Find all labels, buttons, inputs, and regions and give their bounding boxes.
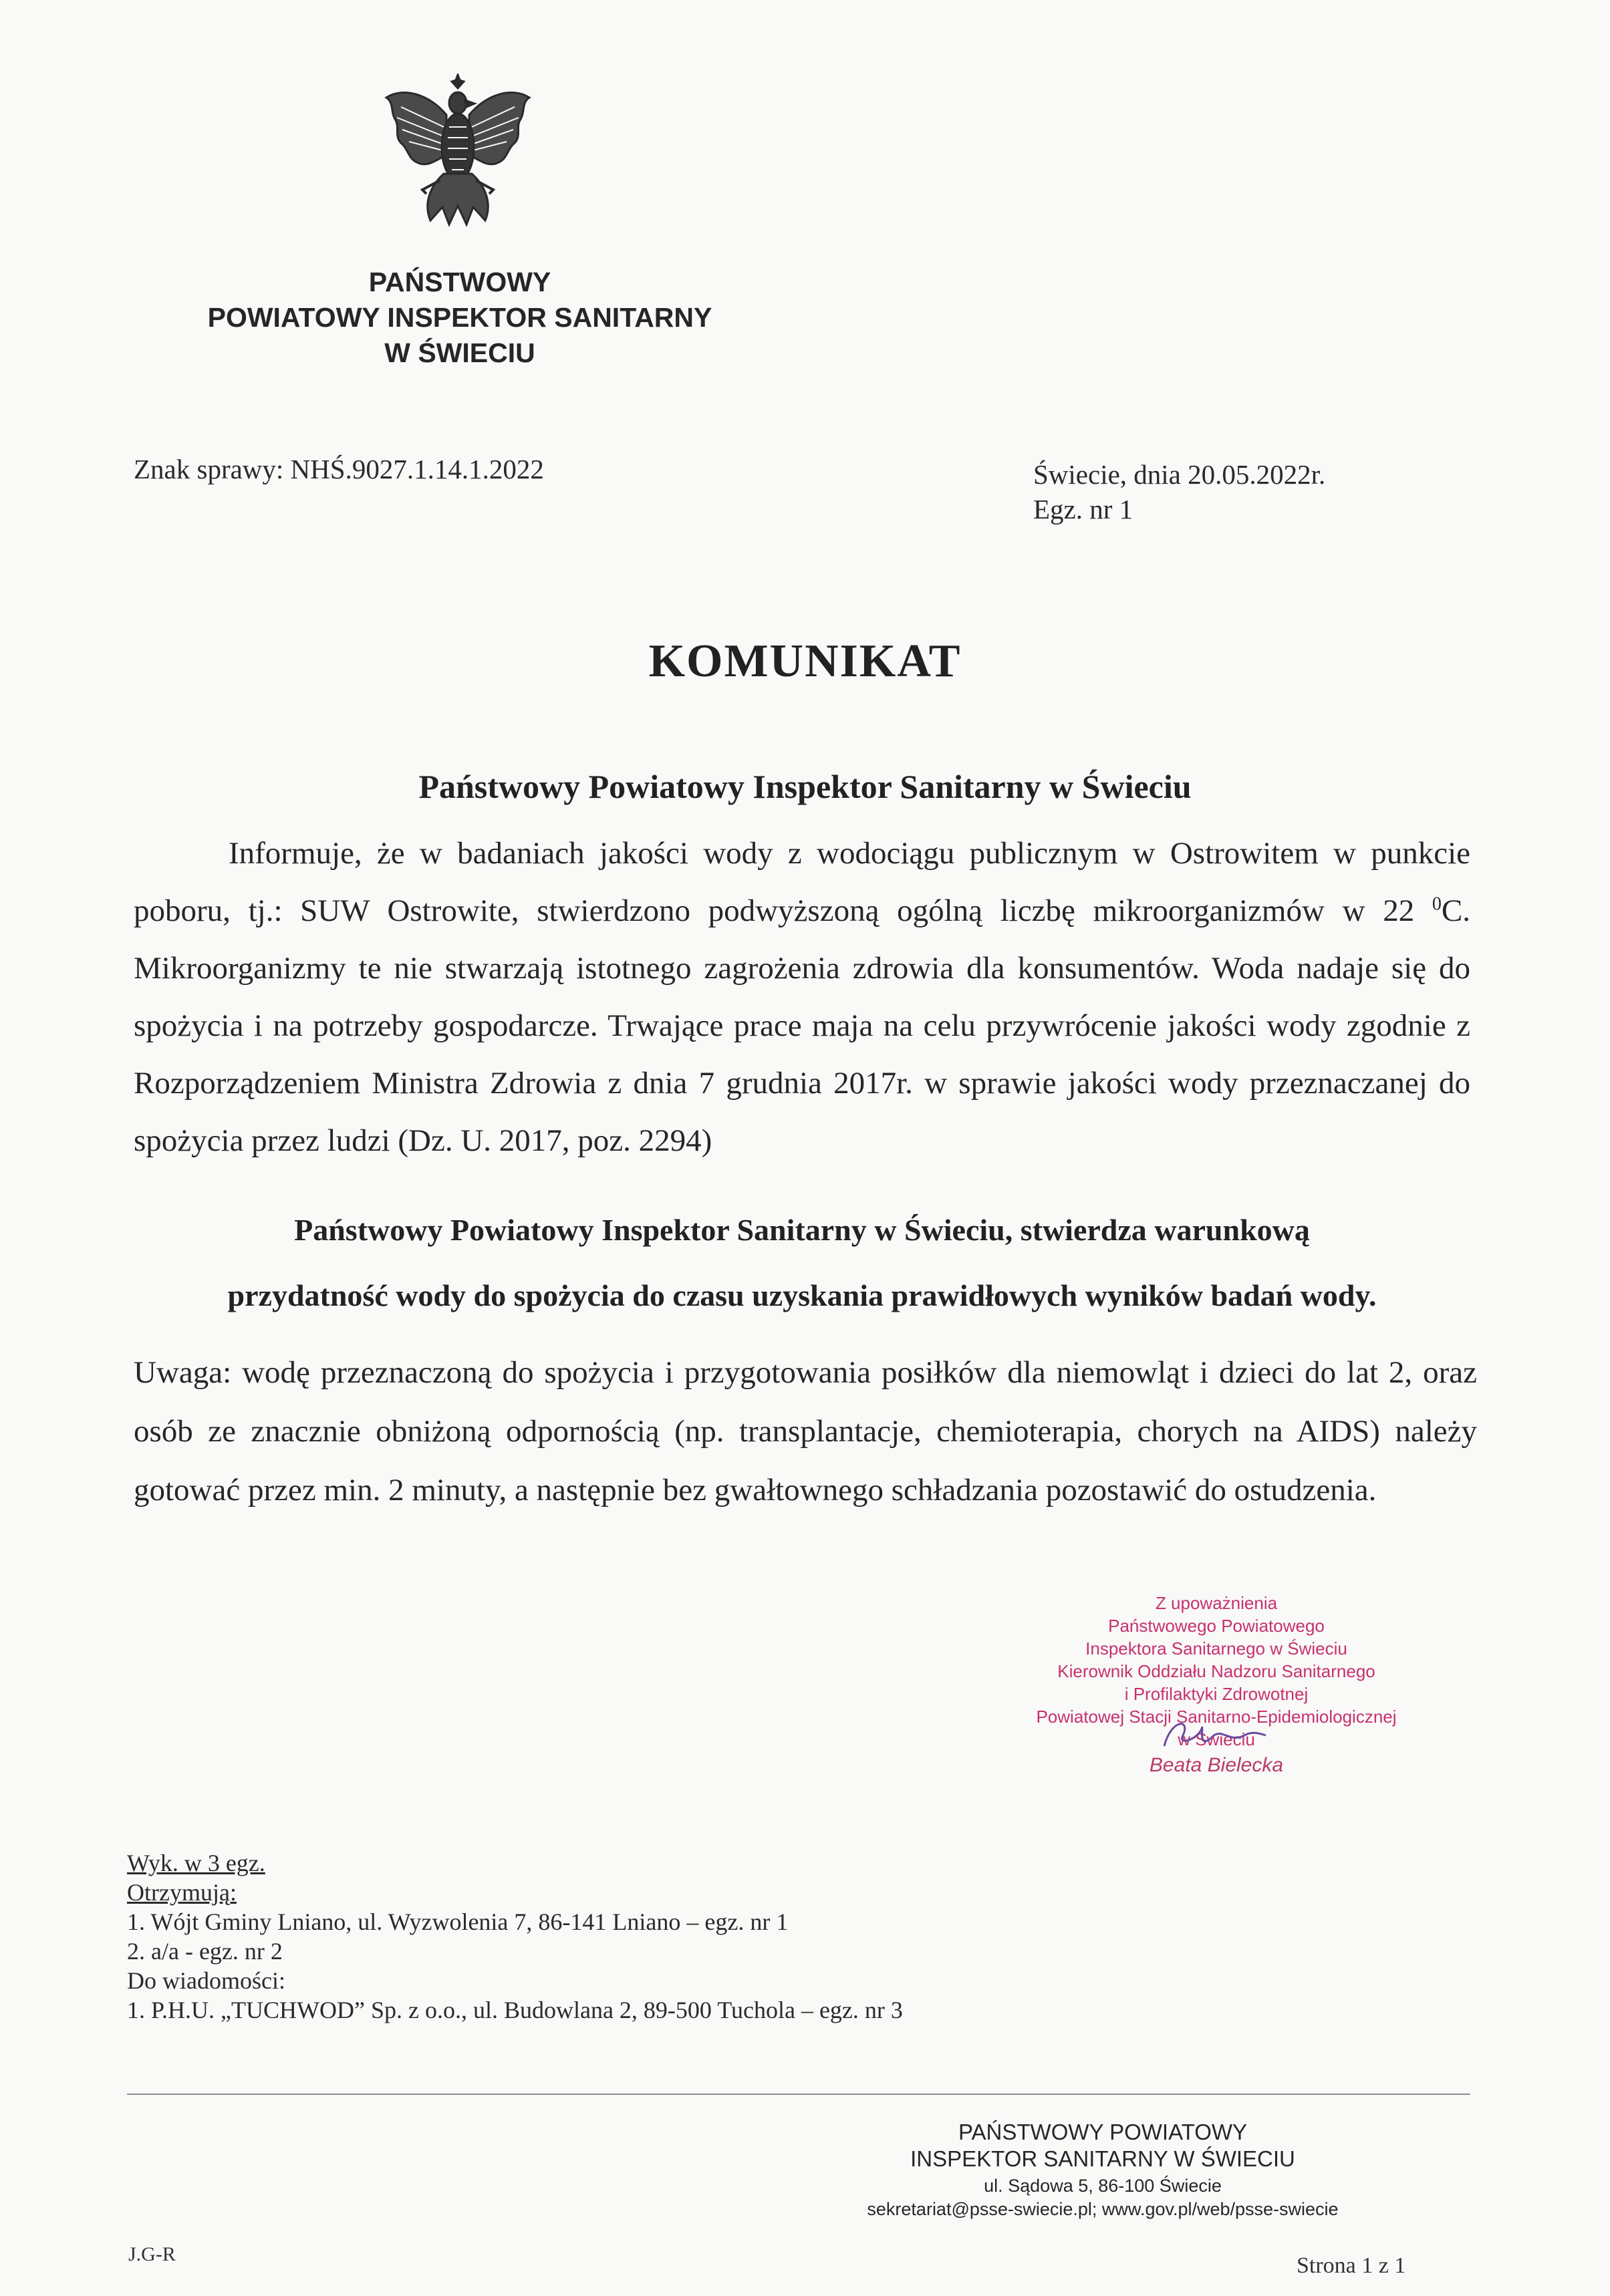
author-initials: J.G-R — [128, 2243, 176, 2265]
info-item: 1. P.H.U. „TUCHWOD” Sp. z o.o., ul. Budowlana 2, 89-500 Tuchola – egz. nr 3 — [127, 1997, 903, 2023]
warning-text: Uwaga: wodę przeznaczoną do spożycia i przygotowania posiłków dla niemowląt i dzieci do lat 2, oraz osób ze znacznie obniżoną odpornością (np. transplantacje, chemioterapia, chorych na AIDS) należy gotować przez min. 2 minuty, a następnie bez gwałtownego schładzania pozostawić do ostudzenia. — [134, 1355, 1477, 1508]
eagle-emblem-icon — [382, 74, 533, 233]
recipients-label: Otrzymują: — [127, 1879, 237, 1906]
signature-icon — [1151, 1713, 1271, 1759]
header-line-2: POWIATOWY INSPEKTOR SANITARNY — [207, 302, 712, 333]
stamp-line: i Profilaktyki Zdrowotnej — [1124, 1684, 1309, 1704]
recipient-item: 1. Wójt Gminy Lniano, ul. Wyzwolenia 7, 86-141 Lniano – egz. nr 1 — [127, 1908, 789, 1935]
subtitle: Państwowy Powiatowy Inspektor Sanitarny w Świeciu — [418, 768, 1192, 805]
copy-number: Egz. nr 1 — [1033, 494, 1133, 525]
page-title: KOMUNIKAT — [648, 635, 962, 687]
footer-address: ul. Sądowa 5, 86-100 Świecie — [984, 2176, 1222, 2196]
stamp-line: w Świeciu — [1178, 1729, 1255, 1749]
stamp-line: Państwowego Powiatowego — [1108, 1616, 1325, 1636]
footer-line-2: INSPEKTOR SANITARNY W ŚWIECIU — [910, 2146, 1295, 2171]
stamp-line: Kierownik Oddziału Nadzoru Sanitarnego — [1057, 1661, 1375, 1681]
distribution-list — [127, 1848, 903, 2025]
info-label: Do wiadomości: — [127, 1967, 285, 1994]
conclusion-line-1: Państwowy Powiatowy Inspektor Sanitarny w Świeciu, stwierdza warunkową — [294, 1213, 1310, 1247]
copies-count: Wyk. w 3 egz. — [127, 1850, 265, 1876]
case-reference: Znak sprawy: NHŚ.9027.1.14.1.2022 — [134, 454, 544, 484]
place-date: Świecie, dnia 20.05.2022r. — [1033, 459, 1326, 490]
recipient-item: 2. a/a - egz. nr 2 — [127, 1938, 283, 1965]
stamp-line: Powiatowej Stacji Sanitarno-Epidemiologicznej — [1036, 1707, 1397, 1727]
header-line-3: W ŚWIECIU — [384, 337, 535, 368]
footer-contact: sekretariat@psse-swiecie.pl; www.gov.pl/web/psse-swiecie — [867, 2199, 1339, 2219]
conclusion-line-2: przydatność wody do spożycia do czasu uzyskania prawidłowych wyników badań wody. — [227, 1278, 1377, 1312]
footer-divider — [127, 2094, 1470, 2095]
warning-note — [134, 1343, 1477, 1520]
conclusion — [134, 1197, 1470, 1328]
signer-name: Beata Bielecka — [1149, 1754, 1284, 1776]
announcement-body — [134, 825, 1470, 1169]
stamp-line: Inspektora Sanitarnego w Świeciu — [1085, 1638, 1347, 1659]
footer-line-1: PAŃSTWOWY POWIATOWY — [958, 2120, 1248, 2144]
header-line-1: PAŃSTWOWY — [368, 267, 551, 297]
page-number: Strona 1 z 1 — [1297, 2253, 1406, 2278]
body-part-1: Informuje, że w badaniach jakości wody z wodociągu publicznym w Ostrowitem w punkcie poboru, tj.: SUW Ostrowite, stwierdzono podwyższoną ogólną liczbę mikroorganizmów w 22 — [134, 836, 1470, 928]
stamp-line: Z upoważnienia — [1155, 1593, 1278, 1613]
body-part-2: C. Mikroorganizmy te nie stwarzają istotnego zagrożenia zdrowia dla konsumentów. Woda nadaje się do spożycia i na potrzeby gospodarcze. Trwające prace maja na celu przywrócenie jakości wody zgodnie z Rozporządzeniem Ministra Zdrowia z dnia 7 grudnia 2017r. w sprawie jakości wody przeznaczanej do spożycia przez ludzi (Dz. U. 2017, poz. 2294) — [134, 893, 1470, 1158]
degree-superscript: 0 — [1432, 893, 1442, 915]
